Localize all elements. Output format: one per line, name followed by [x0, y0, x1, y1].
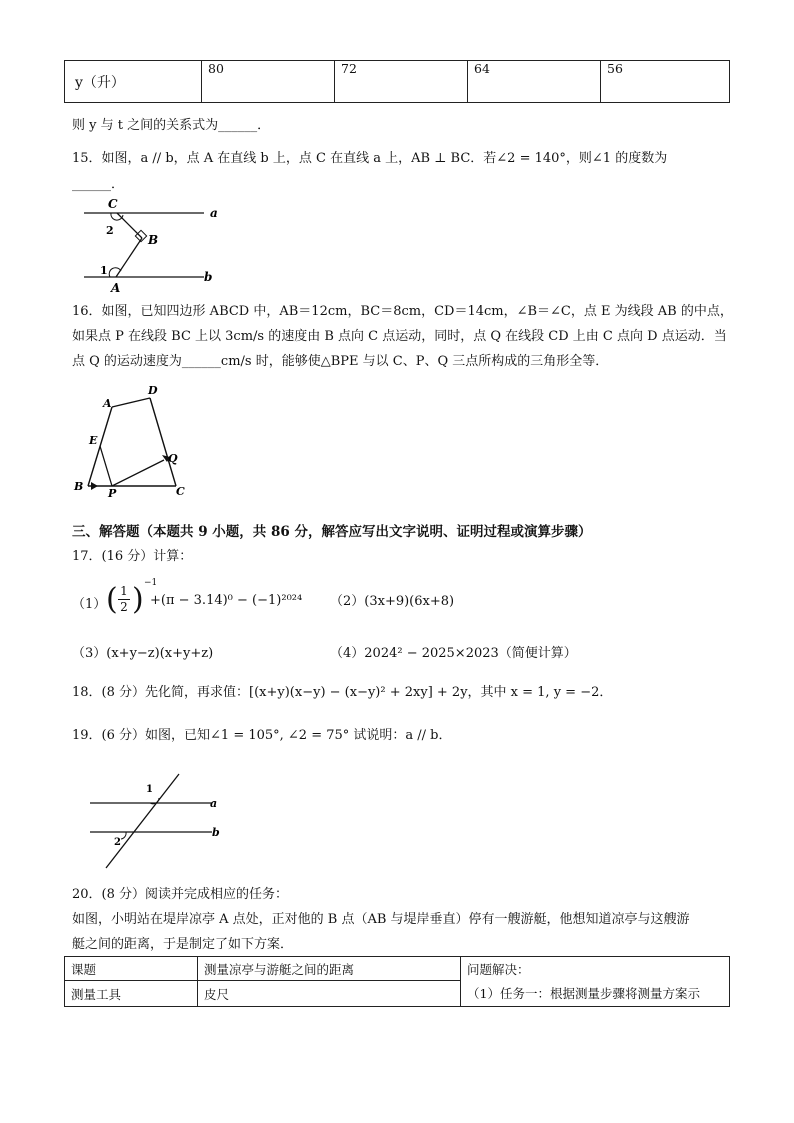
q16-text-line3: 点 Q 的运动速度为______cm/s 时，能够使△BPE 与以 C、P、Q 三点所构成的三角形全等．	[72, 354, 609, 369]
table-cell: 问题解决：	[461, 957, 730, 981]
table-cell: 测量凉亭与游艇之间的距离	[198, 957, 461, 981]
top-value-table	[64, 60, 730, 103]
q20-text-line1: 如图，小明站在堤岸凉亭 A 点处，正对他的 B 点（AB 与堤岸垂直）停有一艘游艇，他想知道凉亭与这艘游	[72, 912, 690, 927]
q16-text-line2: 如果点 P 在线段 BC 上以 3cm/s 的速度由 B 点向 C 点运动，同时，点 Q 在线段 CD 上由 C 点向 D 点运动．当	[72, 329, 727, 344]
fig-label-P: P	[108, 487, 117, 500]
fig-label-E: E	[89, 434, 98, 447]
fig-label-A: A	[111, 281, 121, 295]
q19-text: 19．(6 分）如图，已知∠1 = 105°, ∠2 = 75° 试说明：a // b．	[72, 728, 452, 743]
table-cell: 测量工具	[65, 981, 198, 1007]
q15-text-line2: ______．	[72, 177, 125, 192]
q18-text: 18．(8 分）先化简，再求值：[(x+y)(x−y) − (x−y)² + 2xy] + 2y，其中 x = 1, y = −2．	[72, 685, 613, 700]
q16-text-line1: 16．如图，已知四边形 ABCD 中，AB＝12cm，BC＝8cm，CD＝14cm，∠B＝∠C，点 E 为线段 AB 的中点，	[72, 304, 733, 319]
table-cell: 56	[601, 61, 730, 103]
q17-part2: （2）(3x+9)(6x+8)	[330, 594, 455, 609]
q17-part3: （3）(x+y−z)(x+y+z)	[72, 646, 214, 661]
fig-label-b: b	[204, 270, 213, 284]
fig-label-a: a	[210, 206, 218, 220]
section-heading: 三、解答题（本题共 9 小题，共 86 分，解答应写出文字说明、证明过程或演算步骤）	[72, 524, 592, 540]
fig-label-B: B	[74, 480, 84, 493]
table-cell: （1）任务一：根据测量步骤将测量方案示	[461, 981, 730, 1007]
q17-part1-rest: +(π − 3.14)⁰ − (−1)²⁰²⁴	[150, 593, 303, 608]
q17-part4: （4）2024² − 2025×2023（简便计算）	[330, 646, 577, 661]
q20-head: 20．(8 分）阅读并完成相应的任务：	[72, 887, 289, 902]
table-cell: 课题	[65, 957, 198, 981]
fig-label-C: C	[108, 197, 118, 211]
table-cell: 72	[335, 61, 468, 103]
fig-label-b: b	[212, 826, 220, 839]
q15-text-line1: 15．如图，a // b，点 A 在直线 b 上，点 C 在直线 a 上，AB ⊥ BC．若∠2 = 140°，则∠1 的度数为	[72, 151, 668, 166]
q15-figure	[78, 192, 228, 296]
fraction-expression: (	[106, 582, 118, 617]
fig-label-D: D	[148, 384, 158, 397]
q17-part1-label: （1）	[72, 597, 107, 612]
q20-text-line2: 艇之间的距离，于是制定了如下方案．	[72, 937, 294, 952]
q16-figure	[72, 382, 192, 500]
q14-answer-line: 则 y 与 t 之间的关系式为______．	[72, 118, 271, 133]
table-cell: 64	[468, 61, 601, 103]
q19-figure	[84, 768, 234, 872]
fig-label-Q: Q	[168, 452, 178, 465]
fig-label-1: 1	[100, 264, 108, 277]
fraction-expression: )	[132, 582, 144, 617]
table-label-cell: y（升）	[65, 61, 202, 103]
table-cell: 皮尺	[198, 981, 461, 1007]
fig-label-1: 1	[146, 784, 153, 795]
fig-label-C: C	[176, 485, 185, 498]
q17-head: 17．(16 分）计算：	[72, 549, 193, 564]
fig-label-2: 2	[106, 224, 114, 237]
fig-label-A: A	[103, 397, 112, 410]
exponent-neg1: −1	[144, 578, 158, 588]
q20-plan-table	[64, 956, 730, 1007]
fig-label-2: 2	[114, 837, 121, 848]
table-cell: 80	[202, 61, 335, 103]
fig-label-a: a	[210, 797, 218, 810]
fig-label-B: B	[148, 233, 159, 247]
fraction: 1 2	[118, 584, 130, 615]
